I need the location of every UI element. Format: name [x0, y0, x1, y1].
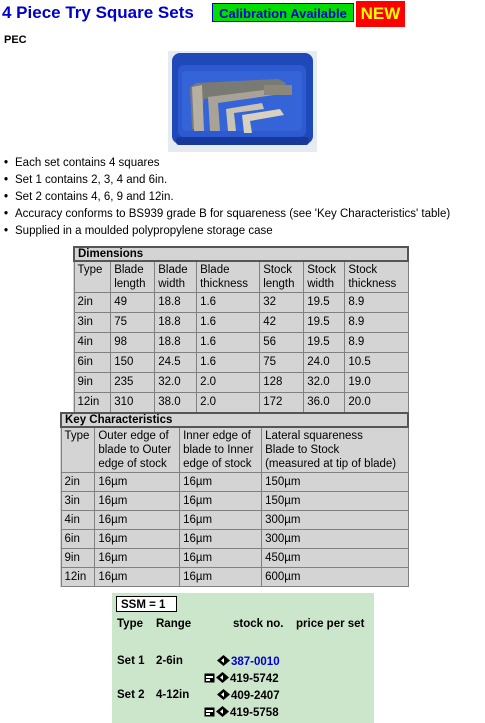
range-header: Range — [156, 618, 192, 630]
product-photo — [168, 51, 317, 152]
table-row: 4in 16µm 16µm 300µm — [61, 511, 408, 530]
new-badge: NEW — [356, 1, 405, 27]
feature-item: • Set 2 contains 4, 6, 9 and 12in. — [4, 189, 450, 206]
brand-label: PEC — [4, 34, 27, 46]
set-range: 2-6in — [156, 655, 183, 667]
dimensions-title: Dimensions — [74, 247, 408, 261]
feature-item: • Accuracy conforms to BS939 grade B for squareness (see 'Key Characteristics' table) — [4, 206, 450, 223]
table-row: 12in 310 38.0 2.0 172 36.0 20.0 — [74, 393, 408, 413]
diamond-arrow-icon — [217, 689, 230, 703]
column-header: Inner edge of blade to Inner edge of stock — [180, 427, 262, 473]
column-header: Stock thickness — [345, 261, 408, 293]
table-row: 4in 98 18.8 1.6 56 19.5 8.9 — [74, 333, 408, 353]
key-characteristics-table — [60, 412, 409, 587]
table-row: 3in 75 18.8 1.6 42 19.5 8.9 — [74, 313, 408, 333]
stock-panel — [112, 593, 374, 723]
column-header: Blade width — [155, 261, 197, 293]
table-row: 9in 16µm 16µm 450µm — [61, 549, 408, 568]
set-type: Set 2 — [117, 689, 145, 701]
diamond-arrow-icon — [216, 672, 229, 686]
stock-entry-alt — [204, 672, 279, 686]
stock-number: 419-5742 — [230, 673, 279, 686]
ssm-box: SSM = 1 — [116, 596, 177, 612]
feature-item: • Each set contains 4 squares — [4, 155, 450, 172]
table-row: 12in 16µm 16µm 600µm — [61, 568, 408, 587]
table-row: 2in 49 18.8 1.6 32 19.5 8.9 — [74, 293, 408, 313]
column-header: Type — [74, 261, 111, 293]
stock-no-header: stock no. — [233, 618, 284, 630]
stock-number-link[interactable]: 387-0010 — [231, 656, 280, 669]
stock-box-icon — [204, 673, 215, 686]
table-row: 9in 235 32.0 2.0 128 32.0 19.0 — [74, 373, 408, 393]
type-header: Type — [117, 618, 143, 630]
feature-list — [4, 155, 450, 240]
stock-entry — [217, 655, 280, 669]
column-header: Blade length — [111, 261, 155, 293]
stock-entry-alt — [204, 706, 279, 720]
feature-item: • Supplied in a moulded polypropylene storage case — [4, 223, 450, 240]
dimensions-table — [73, 246, 409, 413]
page-title: 4 Piece Try Square Sets — [2, 3, 194, 22]
column-header: Stock width — [304, 261, 345, 293]
table-row: 6in 150 24.5 1.6 75 24.0 10.5 — [74, 353, 408, 373]
stock-number: 419-5758 — [230, 707, 279, 720]
diamond-arrow-icon — [217, 655, 230, 669]
column-header: Stock length — [260, 261, 304, 293]
key-characteristics-title: Key Characteristics — [61, 413, 408, 427]
calibration-available-badge[interactable]: Calibration Available — [212, 3, 354, 22]
stock-number: 409-2407 — [231, 690, 280, 703]
diamond-arrow-icon — [216, 706, 229, 720]
column-header: Type — [61, 427, 95, 473]
table-row: 6in 16µm 16µm 300µm — [61, 530, 408, 549]
table-row: 2in 16µm 16µm 150µm — [61, 473, 408, 492]
column-header: Blade thickness — [197, 261, 260, 293]
stock-entry — [217, 689, 280, 703]
stock-box-icon — [204, 707, 215, 720]
column-header: Outer edge of blade to Outer edge of stock — [95, 427, 180, 473]
price-header: price per set — [296, 618, 365, 630]
set-range: 4-12in — [156, 689, 190, 701]
column-header: Lateral squareness Blade to Stock (measured at tip of blade) — [262, 427, 408, 473]
table-row: 3in 16µm 16µm 150µm — [61, 492, 408, 511]
set-type: Set 1 — [117, 655, 145, 667]
feature-item: • Set 1 contains 2, 3, 4 and 6in. — [4, 172, 450, 189]
